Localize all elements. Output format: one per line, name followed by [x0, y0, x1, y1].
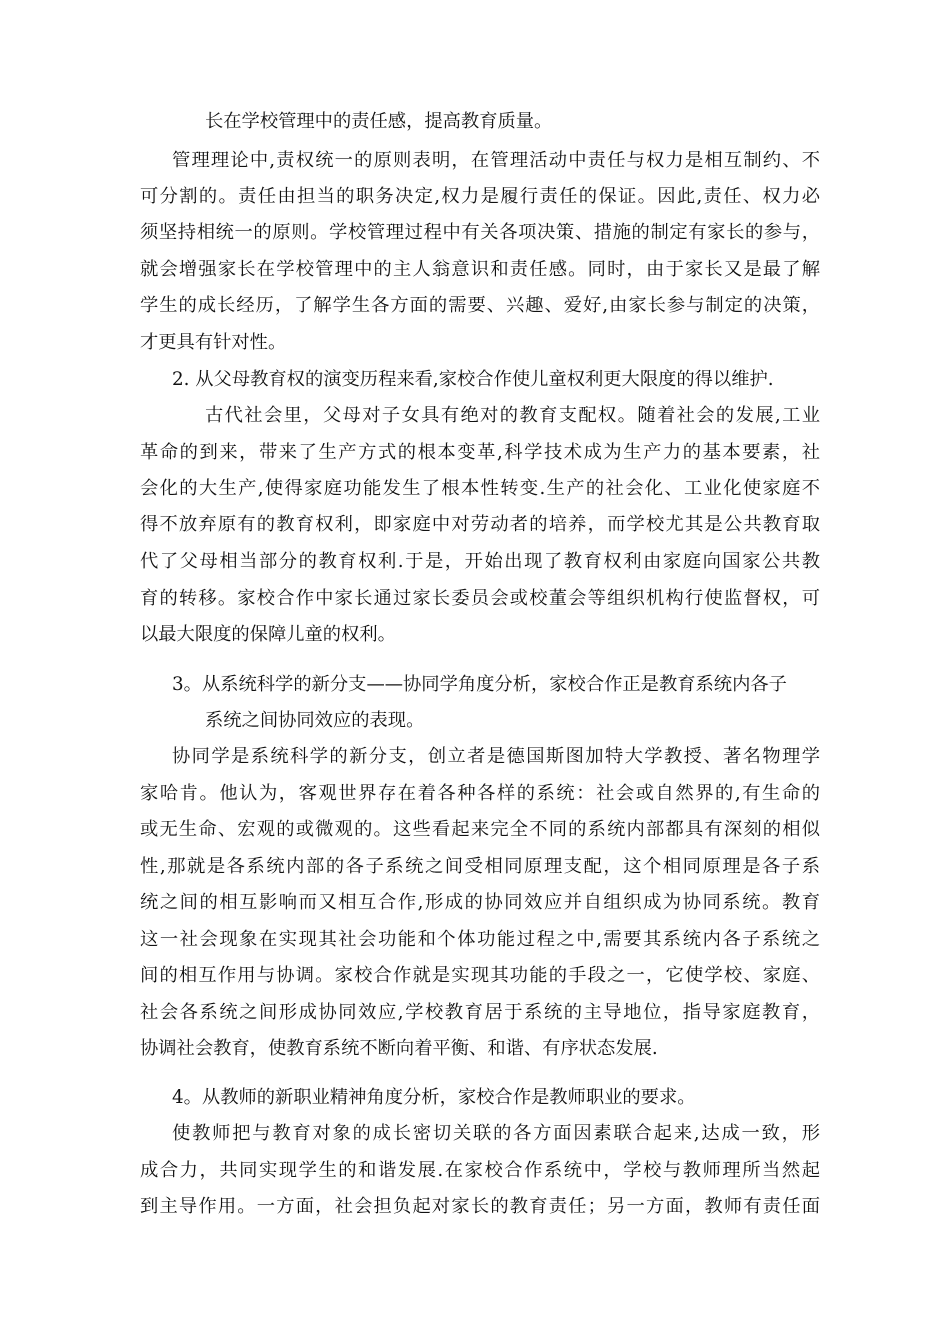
text-line: 会化的大生产,使得家庭功能发生了根本性转变.生产的社会化、工业化使家庭不: [140, 478, 820, 499]
text-line: 代了父母相当部分的教育权利.于是，开始出现了教育权利由家庭向国家公共教: [140, 551, 820, 572]
text-line: 得不放弃原有的教育权利，即家庭中对劳动者的培养，而学校尤其是公共教育取: [140, 514, 820, 535]
text-line: 这一社会现象在实现其社会功能和个体功能过程之中,需要其系统内各子系统之: [140, 929, 820, 950]
text-line: 学生的成长经历，了解学生各方面的需要、兴趣、爱好,由家长参与制定的决策，: [140, 295, 820, 316]
text-line: 才更具有针对性。: [140, 332, 287, 353]
text-line: 间的相互作用与协调。家校合作就是实现其功能的手段之一，它使学校、家庭、: [140, 965, 820, 986]
text-line: 性,那就是各系统内部的各子系统之间受相同原理支配，这个相同原理是各子系: [140, 856, 820, 877]
text-line: 古代社会里，父母对子女具有绝对的教育支配权。随着社会的发展,工业: [205, 405, 820, 426]
text-line: 社会各系统之间形成协同效应,学校教育居于系统的主导地位，指导家庭教育，: [140, 1002, 820, 1023]
text-line: 使教师把与教育对象的成长密切关联的各方面因素联合起来,达成一致，形: [172, 1123, 820, 1144]
text-line: 统之间的相互影响而又相互合作,形成的协同效应并自组织成为协同系统。教育: [140, 892, 820, 913]
text-line: 育的转移。家校合作中家长通过家长委员会或校董会等组织机构行使监督权，可: [140, 588, 820, 609]
text-line: 管理理论中,责权统一的原则表明，在管理活动中责任与权力是相互制约、不: [172, 150, 820, 171]
text-line: 可分割的。责任由担当的职务决定,权力是履行责任的保证。因此,责任、权力必: [140, 186, 820, 207]
text-line: 长在学校管理中的责任感，提高教育质量。: [205, 111, 553, 132]
text-line: 成合力，共同实现学生的和谐发展.在家校合作系统中，学校与教师理所当然起: [140, 1160, 820, 1181]
text-line: 协调社会教育，使教育系统不断向着平衡、和谐、有序状态发展.: [140, 1038, 658, 1059]
text-line: 革命的到来，带来了生产方式的根本变革,科学技术成为生产力的基本要素，社: [140, 442, 820, 463]
text-line: 家哈肯。他认为，客观世界存在着各种各样的系统：社会或自然界的,有生命的: [140, 783, 820, 804]
text-line: 就会增强家长在学校管理中的主人翁意识和责任感。同时，由于家长又是最了解: [140, 259, 820, 280]
text-line: 到主导作用。一方面，社会担负起对家长的教育责任；另一方面，教师有责任面: [140, 1196, 820, 1217]
text-line: 或无生命、宏观的或微观的。这些看起来完全不同的系统内部都具有深刻的相似: [140, 819, 820, 840]
text-line: 以最大限度的保障儿童的权利。: [140, 624, 396, 645]
section-heading: 2. 从父母教育权的演变历程来看,家校合作使儿童权利更大限度的得以维护.: [172, 369, 774, 390]
text-line: 协同学是系统科学的新分支，创立者是德国斯图加特大学教授、著名物理学: [172, 746, 820, 767]
section-heading: 3。从系统科学的新分支——协同学角度分析，家校合作正是教育系统内各子: [172, 674, 787, 695]
text-line: 须坚持相统一的原则。学校管理过程中有关各项决策、措施的制定有家长的参与，: [140, 222, 820, 243]
section-heading: 系统之间协同效应的表现。: [205, 710, 425, 731]
section-heading: 4。从教师的新职业精神角度分析，家校合作是教师职业的要求。: [172, 1087, 696, 1108]
